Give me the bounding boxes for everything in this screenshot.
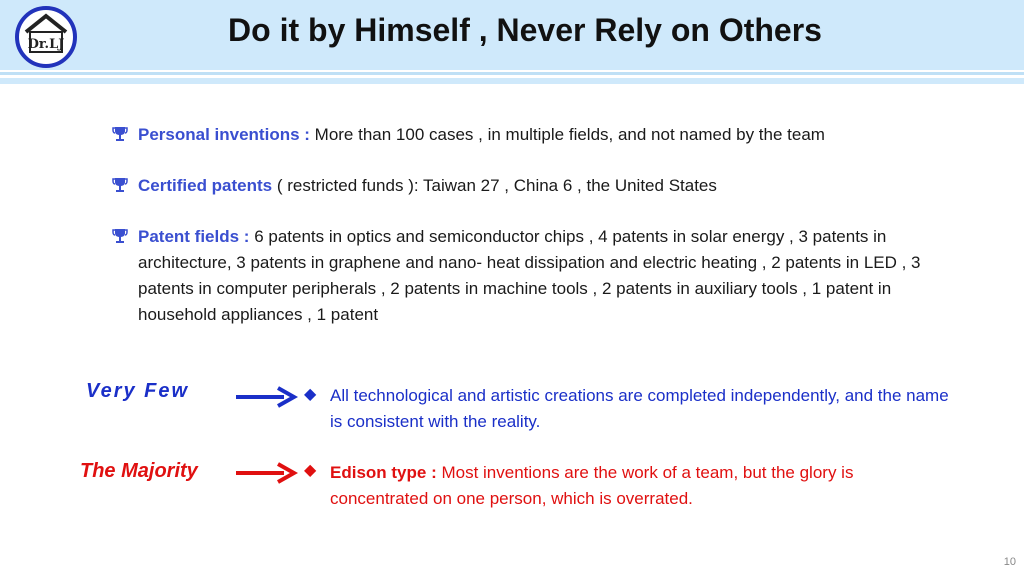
bullet-label: Certified patents — [138, 176, 273, 195]
bullet-personal-inventions — [110, 122, 950, 148]
arrow-right-icon — [236, 462, 298, 484]
diamond-bullet-icon: ◆ — [304, 462, 317, 479]
trophy-icon — [112, 125, 128, 143]
bullet-text: 6 patents in optics and semiconductor chips , 4 patents in solar energy , 3 patents in architecture, 3 patents in graphene and nano- heat dissipation and electric heating , 2 patents in LED , 3 patents in computer peripherals , 2 patents in machine tools , 2 patents in auxiliary tools , 1 patent in household appliances , 1 patent — [138, 227, 921, 324]
page-number: 10 — [1003, 556, 1016, 568]
bullet-certified-patents — [110, 173, 950, 199]
arrow-right-icon — [236, 386, 298, 408]
bullet-label: Personal inventions : — [138, 125, 315, 144]
bullet-patent-fields — [110, 224, 950, 328]
bullet-text: ( restricted funds ): Taiwan 27 , China 6 , the United States — [272, 176, 717, 195]
row-label: The Majority — [80, 460, 198, 482]
logo-text: Dr.LJ — [27, 37, 65, 52]
slide-title: Do it by Himself , Never Rely on Others — [228, 12, 822, 48]
header-divider-lower — [0, 78, 1024, 84]
diamond-bullet-icon: ◆ — [304, 386, 317, 403]
trophy-icon — [112, 227, 128, 245]
bullet-list — [110, 122, 950, 353]
row-label: Very Few — [86, 380, 190, 402]
bullet-text: More than 100 cases , in multiple fields, and not named by the team — [314, 125, 825, 144]
row-text — [330, 383, 950, 435]
row-description: All technological and artistic creations are completed independently, and the name is consistent with the reality. — [330, 386, 949, 431]
row-bold-prefix: Edison type : — [330, 463, 442, 482]
trophy-icon — [112, 176, 128, 194]
row-description: Most inventions are the work of a team, but the glory is concentrated on one person, which is overrated. — [330, 463, 854, 508]
header-divider — [0, 72, 1024, 75]
bullet-label: Patent fields : — [138, 227, 255, 246]
row-text — [330, 460, 950, 512]
